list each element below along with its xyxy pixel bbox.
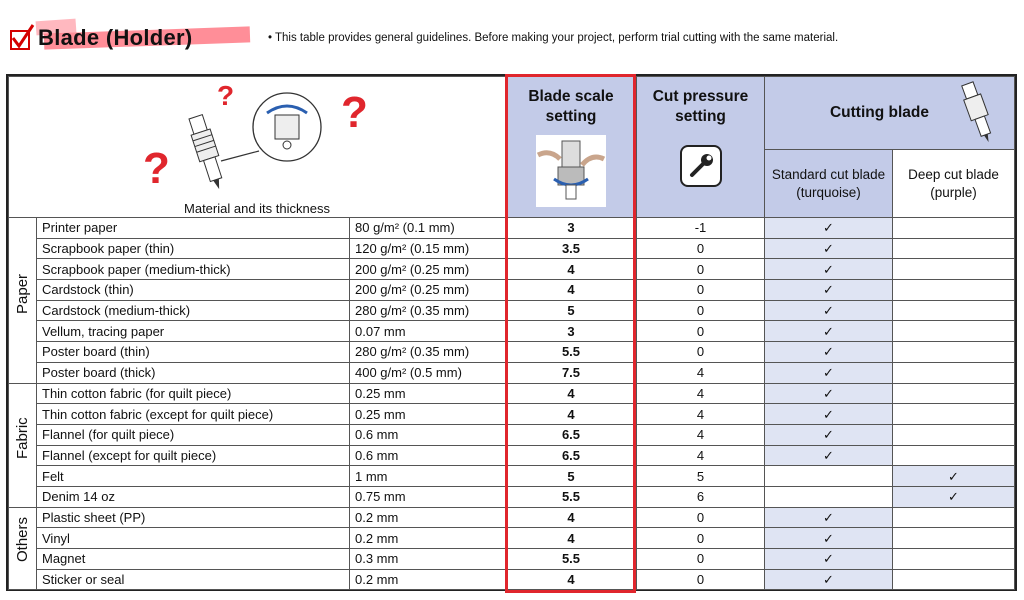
material-header-cell — [9, 77, 506, 218]
standard-blade-color: (turquoise) — [796, 184, 861, 200]
cut-pressure-label-line2: setting — [675, 108, 726, 125]
blade-scale-cell: 3 — [506, 321, 637, 342]
question-mark-icon: ? — [341, 88, 368, 137]
standard-blade-label: Standard cut blade — [771, 166, 886, 182]
thickness-cell: 0.6 mm — [350, 445, 506, 466]
material-cell: Thin cotton fabric (except for quilt piece) — [37, 404, 350, 425]
blade-scale-cell: 4 — [506, 507, 637, 528]
cut-pressure-cell: 5 — [637, 466, 765, 487]
thickness-cell: 0.2 mm — [350, 569, 506, 590]
standard-blade-check: ✓ — [765, 569, 893, 590]
deep-blade-check — [893, 362, 1015, 383]
blade-scale-cell: 3 — [506, 218, 637, 239]
material-cell: Flannel (except for quilt piece) — [37, 445, 350, 466]
deep-blade-check — [893, 300, 1015, 321]
blade-scale-label-line1: Blade scale — [528, 88, 614, 105]
cut-pressure-cell: 0 — [637, 321, 765, 342]
cut-pressure-cell: 0 — [637, 238, 765, 259]
standard-blade-check: ✓ — [765, 218, 893, 239]
cut-pressure-cell: 4 — [637, 362, 765, 383]
cut-pressure-cell: 0 — [637, 342, 765, 363]
settings-table — [6, 74, 1017, 591]
thickness-cell: 0.2 mm — [350, 528, 506, 549]
standard-blade-check: ✓ — [765, 342, 893, 363]
table-row — [9, 218, 1015, 239]
cut-pressure-cell: 0 — [637, 280, 765, 301]
thickness-cell: 1 mm — [350, 466, 506, 487]
material-cell: Sticker or seal — [37, 569, 350, 590]
deep-blade-check: ✓ — [893, 466, 1015, 487]
standard-blade-check — [765, 486, 893, 507]
table-row — [9, 321, 1015, 342]
table-row — [9, 362, 1015, 383]
cut-pressure-cell: 0 — [637, 259, 765, 280]
deep-blade-check — [893, 569, 1015, 590]
blade-scale-cell: 5.5 — [506, 549, 637, 570]
deep-blade-check — [893, 218, 1015, 239]
blade-scale-cell: 4 — [506, 404, 637, 425]
checkbox-icon — [10, 30, 30, 50]
section-title — [6, 14, 266, 58]
blade-scale-label-line2: setting — [545, 108, 597, 125]
blade-scale-cell: 4 — [506, 528, 637, 549]
deep-blade-check — [893, 528, 1015, 549]
table-row — [9, 280, 1015, 301]
blade-scale-cell: 5 — [506, 466, 637, 487]
table-row — [9, 404, 1015, 425]
page-title: Blade (Holder) — [38, 25, 193, 50]
material-cell: Printer paper — [37, 218, 350, 239]
table-row — [9, 569, 1015, 590]
blade-icon — [958, 80, 998, 146]
question-mark-icon: ? — [143, 144, 170, 193]
deep-blade-check — [893, 342, 1015, 363]
blade-scale-cell: 4 — [506, 569, 637, 590]
blade-scale-header — [506, 77, 637, 218]
cut-pressure-cell: 4 — [637, 404, 765, 425]
thickness-cell: 0.6 mm — [350, 424, 506, 445]
deep-blade-check — [893, 321, 1015, 342]
blade-scale-cell: 5.5 — [506, 486, 637, 507]
cutting-blade-header — [765, 77, 1015, 150]
table-row — [9, 342, 1015, 363]
guideline-note: • This table provides general guidelines. Before making your project, perform trial cutting with the same material. — [268, 32, 839, 44]
cut-pressure-cell: 0 — [637, 549, 765, 570]
group-label: Paper — [9, 218, 37, 384]
blade-scale-cell: 4 — [506, 383, 637, 404]
cut-pressure-cell: 0 — [637, 528, 765, 549]
blade-scale-cell: 6.5 — [506, 424, 637, 445]
thickness-cell: 200 g/m² (0.25 mm) — [350, 259, 506, 280]
standard-blade-check: ✓ — [765, 362, 893, 383]
standard-blade-check: ✓ — [765, 280, 893, 301]
blade-holder-illustration — [139, 79, 389, 199]
standard-blade-check: ✓ — [765, 404, 893, 425]
deep-blade-check — [893, 507, 1015, 528]
group-label: Fabric — [9, 383, 37, 507]
standard-blade-check: ✓ — [765, 528, 893, 549]
deep-blade-check — [893, 445, 1015, 466]
thickness-cell: 0.07 mm — [350, 321, 506, 342]
material-cell: Thin cotton fabric (for quilt piece) — [37, 383, 350, 404]
wrench-icon — [678, 143, 724, 189]
standard-blade-check: ✓ — [765, 549, 893, 570]
material-cell: Felt — [37, 466, 350, 487]
blade-scale-cell: 7.5 — [506, 362, 637, 383]
thickness-cell: 280 g/m² (0.35 mm) — [350, 342, 506, 363]
standard-blade-check: ✓ — [765, 259, 893, 280]
cut-pressure-cell: 0 — [637, 300, 765, 321]
blade-dial-photo-icon — [536, 135, 606, 207]
cutting-blade-label: Cutting blade — [829, 104, 930, 121]
thickness-cell: 400 g/m² (0.5 mm) — [350, 362, 506, 383]
material-cell: Scrapbook paper (thin) — [37, 238, 350, 259]
thickness-cell: 120 g/m² (0.15 mm) — [350, 238, 506, 259]
thickness-cell: 80 g/m² (0.1 mm) — [350, 218, 506, 239]
standard-blade-check: ✓ — [765, 383, 893, 404]
deep-blade-header — [893, 150, 1015, 218]
thickness-cell: 0.2 mm — [350, 507, 506, 528]
deep-blade-check — [893, 383, 1015, 404]
cut-pressure-cell: -1 — [637, 218, 765, 239]
table-row — [9, 259, 1015, 280]
table-row — [9, 424, 1015, 445]
thickness-cell: 280 g/m² (0.35 mm) — [350, 300, 506, 321]
material-cell: Poster board (thin) — [37, 342, 350, 363]
material-cell: Plastic sheet (PP) — [37, 507, 350, 528]
blade-scale-cell: 4 — [506, 259, 637, 280]
standard-blade-check: ✓ — [765, 507, 893, 528]
standard-blade-check: ✓ — [765, 424, 893, 445]
table-row — [9, 528, 1015, 549]
cut-pressure-cell: 4 — [637, 445, 765, 466]
cut-pressure-header — [637, 77, 765, 218]
thickness-cell: 0.3 mm — [350, 549, 506, 570]
material-cell: Cardstock (medium-thick) — [37, 300, 350, 321]
group-label: Others — [9, 507, 37, 590]
deep-blade-color: (purple) — [930, 184, 977, 200]
cut-pressure-label-line1: Cut pressure — [652, 88, 749, 105]
standard-blade-check: ✓ — [765, 300, 893, 321]
standard-blade-check: ✓ — [765, 238, 893, 259]
cut-pressure-cell: 4 — [637, 424, 765, 445]
deep-blade-check — [893, 549, 1015, 570]
deep-blade-check — [893, 404, 1015, 425]
deep-blade-label: Deep cut blade — [908, 166, 999, 182]
material-cell: Flannel (for quilt piece) — [37, 424, 350, 445]
standard-blade-header — [765, 150, 893, 218]
blade-scale-cell: 5.5 — [506, 342, 637, 363]
thickness-cell: 200 g/m² (0.25 mm) — [350, 280, 506, 301]
material-cell: Scrapbook paper (medium-thick) — [37, 259, 350, 280]
material-cell: Magnet — [37, 549, 350, 570]
material-cell: Cardstock (thin) — [37, 280, 350, 301]
blade-scale-cell: 4 — [506, 280, 637, 301]
standard-blade-check: ✓ — [765, 321, 893, 342]
thickness-cell: 0.75 mm — [350, 486, 506, 507]
standard-blade-check — [765, 466, 893, 487]
material-cell: Vinyl — [37, 528, 350, 549]
table-row — [9, 445, 1015, 466]
deep-blade-check: ✓ — [893, 486, 1015, 507]
table-row — [9, 486, 1015, 507]
deep-blade-check — [893, 238, 1015, 259]
table-row — [9, 383, 1015, 404]
blade-scale-cell: 5 — [506, 300, 637, 321]
cut-pressure-cell: 0 — [637, 507, 765, 528]
question-mark-icon: ? — [217, 80, 235, 111]
cut-pressure-cell: 6 — [637, 486, 765, 507]
cut-pressure-cell: 4 — [637, 383, 765, 404]
material-cell: Vellum, tracing paper — [37, 321, 350, 342]
blade-scale-cell: 3.5 — [506, 238, 637, 259]
table-row — [9, 466, 1015, 487]
cut-pressure-cell: 0 — [637, 569, 765, 590]
material-cell: Poster board (thick) — [37, 362, 350, 383]
standard-blade-check: ✓ — [765, 445, 893, 466]
material-thickness-label: Material and its thickness — [184, 201, 330, 216]
thickness-cell: 0.25 mm — [350, 404, 506, 425]
deep-blade-check — [893, 259, 1015, 280]
material-cell: Denim 14 oz — [37, 486, 350, 507]
thickness-cell: 0.25 mm — [350, 383, 506, 404]
table-row — [9, 549, 1015, 570]
deep-blade-check — [893, 424, 1015, 445]
blade-scale-cell: 6.5 — [506, 445, 637, 466]
table-row — [9, 238, 1015, 259]
table-row — [9, 300, 1015, 321]
deep-blade-check — [893, 280, 1015, 301]
table-row — [9, 507, 1015, 528]
